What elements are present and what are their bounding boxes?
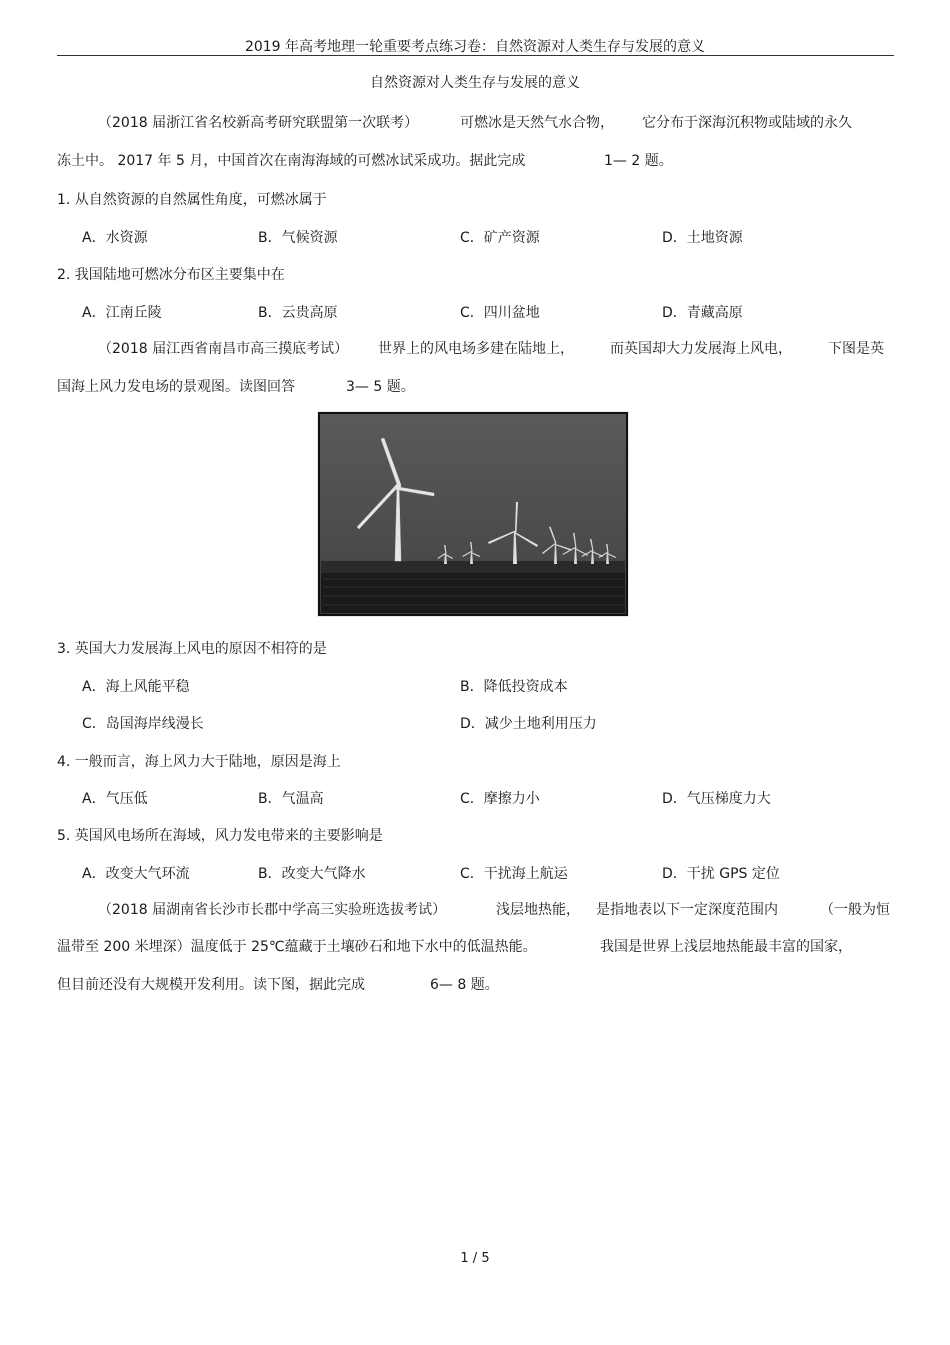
intro1-source: （2018 届浙江省名校新高考研究联盟第一次联考） — [98, 115, 419, 131]
q2-option-a: A．江南丘陵 — [82, 305, 162, 321]
page-number: 1 / 5 — [460, 1251, 490, 1266]
intro2-range: 3— 5 题。 — [346, 379, 415, 395]
q4-option-a: A．气压低 — [82, 791, 148, 807]
q1-option-a: A．水资源 — [82, 230, 148, 246]
q1-option-c: C．矿产资源 — [460, 230, 540, 246]
q5-option-d: D．干扰 GPS 定位 — [662, 866, 780, 882]
q3-option-a: A．海上风能平稳 — [82, 679, 190, 695]
question-1: 1. 从自然资源的自然属性角度，可燃冰属于 — [57, 192, 327, 208]
intro3-text: 浅层地热能， — [496, 902, 580, 918]
intro2-text: 国海上风力发电场的景观图。读图回答 — [57, 379, 295, 395]
header-rule — [57, 55, 894, 56]
intro2-source: （2018 届江西省南昌市高三摸底考试） — [98, 341, 349, 357]
question-4: 4. 一般而言，海上风力大于陆地，原因是海上 — [57, 754, 341, 770]
intro3-text: 是指地表以下一定深度范围内 — [596, 902, 778, 918]
intro3-text: 温带至 200 米埋深）温度低于 25℃蕴藏于土壤砂石和地下水中的低温热能。 — [57, 939, 537, 955]
offshore-wind-farm-photo — [317, 411, 629, 617]
q4-option-b: B．气温高 — [258, 791, 324, 807]
intro3-text: （一般为恒 — [820, 902, 890, 918]
intro3-text: 但目前还没有大规模开发利用。读下图，据此完成 — [57, 977, 365, 993]
question-2: 2. 我国陆地可燃冰分布区主要集中在 — [57, 267, 285, 283]
intro1-text: 冻土中。 2017 年 5 月，中国首次在南海海域的可燃冰试采成功。据此完成 — [57, 153, 526, 169]
running-header: 2019 年高考地理一轮重要考点练习卷：自然资源对人类生存与发展的意义 — [244, 39, 706, 55]
q4-option-c: C．摩擦力小 — [460, 791, 540, 807]
intro2-text: 世界上的风电场多建在陆地上， — [378, 341, 574, 357]
q1-option-d: D．土地资源 — [662, 230, 743, 246]
q3-option-c: C．岛国海岸线漫长 — [82, 716, 204, 732]
question-5: 5. 英国风电场所在海域，风力发电带来的主要影响是 — [57, 828, 383, 844]
q3-option-b: B．降低投资成本 — [460, 679, 568, 695]
q4-option-d: D．气压梯度力大 — [662, 791, 771, 807]
q2-option-c: C．四川盆地 — [460, 305, 540, 321]
q3-option-d: D．减少土地利用压力 — [460, 716, 597, 732]
q5-option-a: A．改变大气环流 — [82, 866, 190, 882]
intro1-text: 可燃冰是天然气水合物， — [460, 115, 614, 131]
intro3-range: 6— 8 题。 — [430, 977, 499, 993]
intro3-source: （2018 届湖南省长沙市长郡中学高三实验班选拔考试） — [98, 902, 447, 918]
intro2-text: 下图是英 — [828, 341, 884, 357]
intro1-range: 1— 2 题。 — [604, 153, 673, 169]
q5-option-c: C．干扰海上航运 — [460, 866, 568, 882]
question-3: 3. 英国大力发展海上风电的原因不相符的是 — [57, 641, 327, 657]
q2-option-d: D．青藏高原 — [662, 305, 743, 321]
q5-option-b: B．改变大气降水 — [258, 866, 366, 882]
q2-option-b: B．云贵高原 — [258, 305, 338, 321]
page-title: 自然资源对人类生存与发展的意义 — [370, 75, 580, 91]
q1-option-b: B．气候资源 — [258, 230, 338, 246]
intro3-text: 我国是世界上浅层地热能最丰富的国家， — [600, 939, 852, 955]
intro1-text: 它分布于深海沉积物或陆域的永久 — [642, 115, 852, 131]
intro2-text: 而英国却大力发展海上风电， — [610, 341, 792, 357]
